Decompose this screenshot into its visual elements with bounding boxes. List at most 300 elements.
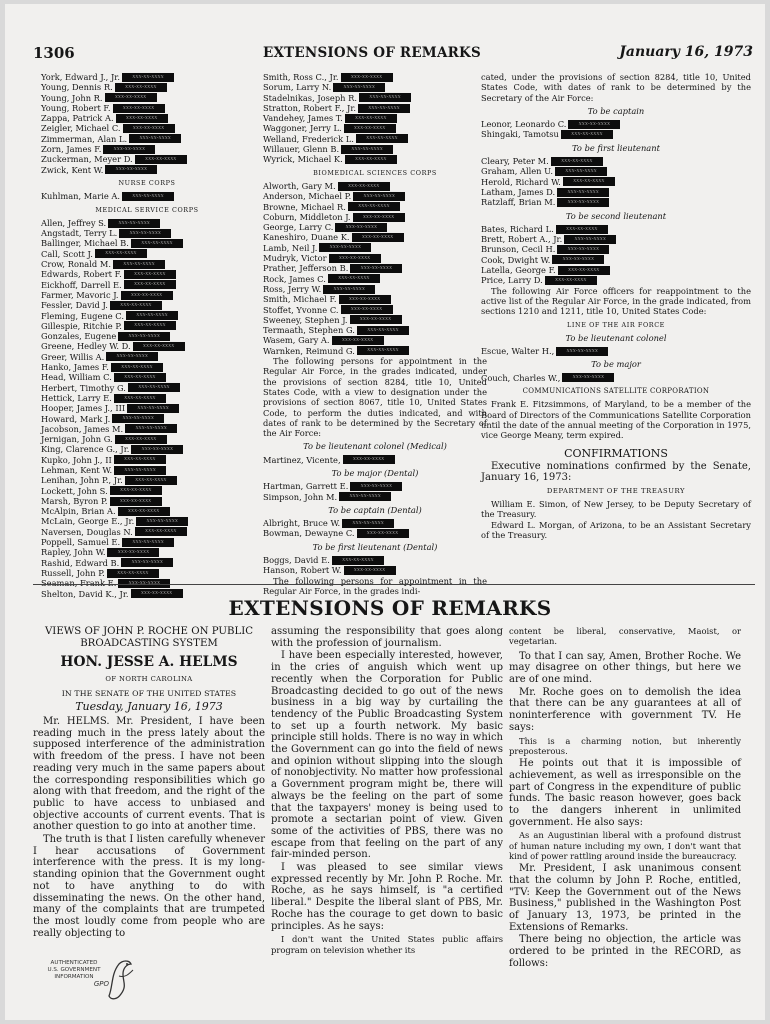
nominee-name: Edwards, Robert F. <box>41 269 122 280</box>
redacted-ssn: xxx-xx-xxxx <box>123 124 175 133</box>
grade-heading: To be second lieutenant <box>565 210 667 221</box>
nominee-name: Couch, Charles W., <box>481 372 561 383</box>
nominee-name: Lockett, John S. <box>41 485 108 496</box>
nominee-name: Smith, Ross C., Jr. <box>263 72 339 82</box>
redacted-ssn: xxx-xx-xxxx <box>133 342 185 351</box>
nominee-entry <box>263 274 487 284</box>
column-left <box>41 72 253 599</box>
nominee-entry <box>41 372 253 382</box>
nominee-name: Kuhlman, Marie A. <box>41 191 121 202</box>
nominee-entry <box>41 331 253 341</box>
nominee-entry <box>481 166 751 176</box>
nominee-entry <box>481 275 751 285</box>
redacted-ssn: xxx-xx-xxxx <box>319 243 371 252</box>
nominee-entry <box>481 234 751 244</box>
nominee-name: Young, Dennis R. <box>41 82 113 93</box>
nominee-entry <box>41 486 253 496</box>
redacted-ssn: xxx-xx-xxxx <box>131 239 183 248</box>
redacted-ssn: xxx-xx-xxxx <box>124 321 176 330</box>
nominee-name: Naversen, Douglas N. <box>41 526 133 537</box>
redacted-ssn: xxx-xx-xxxx <box>562 373 614 382</box>
nominee-name: Waggoner, Jerry L. <box>263 123 342 134</box>
redacted-ssn: xxx-xx-xxxx <box>561 130 613 139</box>
quote-block: I don't want the United States public affairs program on television whether its <box>271 934 503 955</box>
redacted-ssn: xxx-xx-xxxx <box>116 114 168 123</box>
nominee-name: Anderson, Michael P. <box>263 191 352 202</box>
comsat-paragraph: Frank E. Fitzsimmons, of Maryland, to be a member of the Board of Directors of the Communications Satellite Corporation until the date of the annual meeting of the Corporation in 1975, vice George Meany, term expired. <box>481 399 751 441</box>
nominee-entry <box>263 492 487 502</box>
body-paragraph: I was pleased to see similar views expressed recently by Mr. John P. Roche. Mr. Roche, as he says himself, is "a certified liberal." Despite the liberal slant of PBS, Mr. Roche has the courage to get down to basic principles. As he says: <box>271 862 503 932</box>
nominee-name: Cleary, Peter M. <box>481 156 549 167</box>
nominee-name: Angstadt, Terry L. <box>41 228 118 239</box>
redacted-ssn: xxx-xx-xxxx <box>131 589 183 598</box>
nominee-name: Hooper, James J., III <box>41 403 126 414</box>
redacted-ssn: xxx-xx-xxxx <box>335 223 387 232</box>
body-paragraph: To that I can say, Amen, Brother Roche. We may disagree on other things, but here we are of one mind. <box>509 650 741 685</box>
nominee-name: Hanson, Robert W. <box>263 565 342 576</box>
redacted-ssn: xxx-xx-xxxx <box>114 394 166 403</box>
nominee-entry <box>481 255 751 265</box>
nominee-name: Young, John R. <box>41 92 103 103</box>
nominee-name: Jacobson, James M. <box>41 423 124 434</box>
body-paragraph: Mr. Roche goes on to demolish the idea that there can be any guarantees at all of noninterference with government TV. He says: <box>509 686 741 733</box>
nominee-entry <box>41 228 253 238</box>
redacted-ssn: xxx-xx-xxxx <box>329 254 381 263</box>
grade-heading: To be lieutenant colonel <box>565 332 667 343</box>
nominee-entry <box>263 263 487 273</box>
nominee-name: Wasem, Gary A. <box>263 335 330 346</box>
redacted-ssn: xxx-xx-xxxx <box>338 182 390 191</box>
section-divider <box>33 584 755 585</box>
nominee-name: Price, Larry D. <box>481 275 543 286</box>
nominee-name: Sweeney, Stephen J. <box>263 314 348 325</box>
nominee-entry <box>263 346 487 356</box>
nominee-entry <box>263 325 487 335</box>
redacted-ssn: xxx-xx-xxxx <box>568 120 620 129</box>
header-date: January 16, 1973 <box>619 44 753 60</box>
redacted-ssn: xxx-xx-xxxx <box>333 83 385 92</box>
nominee-entry <box>41 506 253 516</box>
nominee-name: Coburn, Middleton J. <box>263 211 351 222</box>
nominee-entry <box>41 352 253 362</box>
nominee-name: Stratton, Robert F., Jr. <box>263 102 357 113</box>
redacted-ssn: xxx-xx-xxxx <box>341 145 393 154</box>
redacted-ssn: xxx-xx-xxxx <box>118 579 170 588</box>
nominee-entry <box>41 558 253 568</box>
nominee-entry <box>481 346 751 356</box>
nominee-name: Zuckerman, Meyer D. <box>41 154 133 165</box>
nominee-name: Allen, Jeffrey S. <box>41 217 107 228</box>
nominee-name: Hettick, Larry E. <box>41 392 112 403</box>
reappointment-paragraph: The following Air Force officers for reappointment to the active list of the Regular Air Force, in the grade indicated, from sections 1210 and 1211, title 10, United States Code: <box>481 285 751 317</box>
redacted-ssn: xxx-xx-xxxx <box>135 155 187 164</box>
redacted-ssn: xxx-xx-xxxx <box>105 93 157 102</box>
redacted-ssn: xxx-xx-xxxx <box>558 266 610 275</box>
nominee-entry <box>263 134 487 144</box>
nominee-entry <box>263 222 487 232</box>
nominee-name: Simpson, John M. <box>263 491 338 502</box>
nominee-entry <box>263 555 487 565</box>
treasury-heading: DEPARTMENT OF THE TREASURY <box>546 486 686 495</box>
redacted-ssn: xxx-xx-xxxx <box>328 274 380 283</box>
nominee-name: Smith, Michael F. <box>263 294 337 305</box>
redacted-ssn: xxx-xx-xxxx <box>556 347 608 356</box>
page-number: 1306 <box>33 44 75 62</box>
nominee-entry <box>481 265 751 275</box>
nominee-entry <box>41 93 253 103</box>
redacted-ssn: xxx-xx-xxxx <box>556 225 608 234</box>
nominee-name: Browne, Michael R. <box>263 201 346 212</box>
nominee-entry <box>263 481 487 491</box>
redacted-ssn: xxx-xx-xxxx <box>124 280 176 289</box>
nominee-name: Latham, James D. <box>481 186 556 197</box>
nominee-entry <box>263 253 487 263</box>
redacted-ssn: xxx-xx-xxxx <box>121 291 173 300</box>
nominee-name: Shingaki, Tamotsu <box>481 129 559 140</box>
nominee-name: Zorn, James F. <box>41 144 102 155</box>
nominee-entry <box>41 475 253 485</box>
nominee-entry <box>41 465 253 475</box>
nominee-name: Lenihan, John P., Jr. <box>41 475 123 486</box>
nominee-entry <box>41 444 253 454</box>
redacted-ssn: xxx-xx-xxxx <box>107 569 159 578</box>
confirmations-heading: CONFIRMATIONS <box>564 446 668 460</box>
nominee-name: Young, Robert F. <box>41 102 111 113</box>
nominee-name: Marsh, Byron P. <box>41 495 108 506</box>
nominee-name: Crow, Ronald M. <box>41 259 111 270</box>
nominee-name: Martinez, Vicente, <box>263 454 341 465</box>
nominee-name: Ratzlaff, Brian M. <box>481 197 556 208</box>
line-heading: LINE OF THE AIR FORCE <box>567 320 665 329</box>
redacted-ssn: xxx-xx-xxxx <box>342 519 394 528</box>
nominee-entry <box>263 181 487 191</box>
nominee-name: Stoffet, Yvonne C. <box>263 304 339 315</box>
redacted-ssn: xxx-xx-xxxx <box>114 455 166 464</box>
nominee-name: Hanko, James F. <box>41 362 109 373</box>
article-column-2 <box>271 626 503 957</box>
redacted-ssn: xxx-xx-xxxx <box>106 352 158 361</box>
nominee-entry <box>41 434 253 444</box>
nominee-name: Bowman, Dewayne C. <box>263 528 355 539</box>
nominee-name: Bates, Richard L. <box>481 223 554 234</box>
chamber-line: IN THE SENATE OF THE UNITED STATES <box>61 688 237 698</box>
nominee-entry <box>41 259 253 269</box>
nurse-corps-heading: NURSE CORPS <box>118 178 176 187</box>
nominee-name: Brunson, Cecil H. <box>481 244 556 255</box>
nominee-name: Kaneshiro, Duane K. <box>263 232 350 243</box>
nominee-name: Prather, Jefferson B. <box>263 263 349 274</box>
nominee-name: Greer, Willis A. <box>41 351 105 362</box>
nominee-name: Rashid, Edward B. <box>41 557 120 568</box>
redacted-ssn: xxx-xx-xxxx <box>129 134 181 143</box>
nominee-entry <box>41 218 253 228</box>
redacted-ssn: xxx-xx-xxxx <box>341 73 393 82</box>
redacted-ssn: xxx-xx-xxxx <box>108 219 160 228</box>
nominee-entry <box>263 123 487 133</box>
nominee-entry <box>263 212 487 222</box>
nominee-name: York, Edward J., Jr. <box>41 72 120 82</box>
grade-heading: To be first lieutenant (Dental) <box>312 541 438 552</box>
redacted-ssn: xxx-xx-xxxx <box>545 276 597 285</box>
nominee-entry <box>263 144 487 154</box>
nominee-entry <box>263 103 487 113</box>
redacted-ssn: xxx-xx-xxxx <box>126 311 178 320</box>
redacted-ssn: xxx-xx-xxxx <box>113 104 165 113</box>
nominee-entry <box>481 187 751 197</box>
redacted-ssn: xxx-xx-xxxx <box>131 445 183 454</box>
nominee-entry <box>263 305 487 315</box>
nominee-entry <box>481 177 751 187</box>
nominee-entry <box>263 284 487 294</box>
nominee-name: Mudryk, Victor <box>263 253 327 264</box>
body-paragraph: Mr. HELMS. Mr. President, I have been reading much in the press lately about the supposed interference of the administration with freedom of the press. I have not been reading very much in the same papers about the corresponding responsibilities which go along with that freedom, and the right of the public to have access to unbiased and objective accounts of current events. That is another question to go into at another time. <box>33 716 265 833</box>
body-paragraph: There being no objection, the article was ordered to be printed in the RECORD, as follows: <box>509 934 741 969</box>
redacted-ssn: xxx-xx-xxxx <box>332 556 384 565</box>
redacted-ssn: xxx-xx-xxxx <box>341 305 393 314</box>
article-title: VIEWS OF JOHN P. ROCHE ON PUBLIC BROADCASTING SYSTEM <box>44 626 254 649</box>
nominee-entry <box>481 373 751 383</box>
nominee-entry <box>41 311 253 321</box>
nominee-entry <box>41 280 253 290</box>
nominee-name: Poppell, Samuel E. <box>41 537 121 548</box>
grade-heading: To be first lieutenant <box>572 142 660 153</box>
grade-heading: To be captain <box>587 105 645 116</box>
nominee-name: Greene, Hedley W. D. <box>41 341 131 352</box>
nominee-entry <box>41 123 253 133</box>
redacted-ssn: xxx-xx-xxxx <box>118 507 170 516</box>
nominee-name: Albright, Bruce W. <box>263 518 341 529</box>
nominee-name: Farmer, Mavoric J. <box>41 289 119 300</box>
nominee-name: Wyrick, Michael K. <box>263 154 343 165</box>
nominee-entry <box>481 156 751 166</box>
redacted-ssn: xxx-xx-xxxx <box>124 270 176 279</box>
nominee-name: Graham, Allen U. <box>481 166 554 177</box>
senator-state: OF NORTH CAROLINA <box>105 674 193 683</box>
body-paragraph: assuming the responsibility that goes along with the profession of journalism. <box>271 626 503 649</box>
nominee-entry <box>41 290 253 300</box>
nominee-name: Kupko, John J., II <box>41 454 112 465</box>
stamp-text: AUTHENTICATED U.S. GOVERNMENT INFORMATION GPO <box>47 960 109 988</box>
nominee-entry <box>41 82 253 92</box>
nominee-name: Hartman, Garrett E. <box>263 481 349 492</box>
nominee-entry <box>41 537 253 547</box>
body-paragraph: The truth is that I listen carefully whenever I hear accusations of Government interference with the press. It is my long-standing opinion that the Government ought not to have anything to do with disseminating the news. On the other hand, many of the complaints that are trumpeted the most loudly come from people who are really objecting to <box>33 834 265 939</box>
quote-block: As an Augustinian liberal with a profound distrust of human nature including my own, I don't want that kind of power rattling around inside the bureaucracy. <box>509 830 741 861</box>
redacted-ssn: xxx-xx-xxxx <box>103 145 155 154</box>
redacted-ssn: xxx-xx-xxxx <box>345 114 397 123</box>
redacted-ssn: xxx-xx-xxxx <box>114 466 166 475</box>
nominee-name: Latella, George F. <box>481 265 556 276</box>
nominee-entry <box>41 424 253 434</box>
speech-date: Tuesday, January 16, 1973 <box>75 700 223 714</box>
nominee-entry <box>481 129 751 139</box>
redacted-ssn: xxx-xx-xxxx <box>115 83 167 92</box>
nominee-name: Termaath, Stephen G. <box>263 325 355 336</box>
nominee-name: Cook, Dwight W. <box>481 254 551 265</box>
nominee-name: Leonor, Leonardo C. <box>481 119 567 130</box>
redacted-ssn: xxx-xx-xxxx <box>115 435 167 444</box>
nominee-entry <box>41 134 253 144</box>
nominee-entry <box>41 393 253 403</box>
nominee-entry <box>481 244 751 254</box>
nominee-entry <box>263 518 487 528</box>
nominee-entry <box>41 568 253 578</box>
nominee-name: Eickhoff, Darrell E. <box>41 279 122 290</box>
redacted-ssn: xxx-xx-xxxx <box>345 155 397 164</box>
redacted-ssn: xxx-xx-xxxx <box>122 538 174 547</box>
nominee-name: Sorum, Larry N. <box>263 82 332 93</box>
nominee-name: McLain, George E., Jr. <box>41 516 135 527</box>
redacted-ssn: xxx-xx-xxxx <box>125 476 177 485</box>
nominee-entry <box>263 232 487 242</box>
grade-heading: To be captain (Dental) <box>328 504 422 515</box>
redacted-ssn: xxx-xx-xxxx <box>352 233 404 242</box>
redacted-ssn: xxx-xx-xxxx <box>113 260 165 269</box>
nominee-entry <box>41 269 253 279</box>
nominee-entry <box>41 103 253 113</box>
nominee-entry <box>263 93 487 103</box>
column-middle <box>263 72 487 596</box>
redacted-ssn: xxx-xx-xxxx <box>357 346 409 355</box>
nominee-entry <box>41 249 253 259</box>
nominee-entry <box>41 362 253 372</box>
nominee-name: Lamb, Neil J. <box>263 242 318 253</box>
redacted-ssn: xxx-xx-xxxx <box>358 104 410 113</box>
biomedical-heading: BIOMEDICAL SCIENCES CORPS <box>313 168 437 177</box>
page-header <box>33 44 753 64</box>
body-paragraph: He points out that it is impossible of achievement, as well as irresponsible on the part of Congress in the expenditure of public funds. The basic reason however, goes back to the dangers inherent in unlimited government. He also says: <box>509 758 741 828</box>
nominee-name: Warnken, Reimund G. <box>263 345 355 356</box>
redacted-ssn: xxx-xx-xxxx <box>121 558 173 567</box>
nominee-name: Zimmerman, Alan L. <box>41 133 128 144</box>
nominee-name: Fessler, David J. <box>41 300 108 311</box>
redacted-ssn: xxx-xx-xxxx <box>95 249 147 258</box>
nominee-entry <box>41 455 253 465</box>
nominee-name: Shelton, David K., Jr. <box>41 588 129 599</box>
nominee-entry <box>263 191 487 201</box>
nominee-entry <box>263 294 487 304</box>
nominee-entry <box>481 119 751 129</box>
body-paragraph: Mr. President, I ask unanimous consent that the column by John P. Roche, entitled, "TV: Keep the Government out of the News Business," published in the Washington Post of January 13, 1973, be printed in the Extensions of Remarks. <box>509 863 741 933</box>
nominee-name: Zwick, Kent W. <box>41 164 104 175</box>
nominee-entry <box>263 243 487 253</box>
redacted-ssn: xxx-xx-xxxx <box>557 245 609 254</box>
nominee-entry <box>41 321 253 331</box>
appointment-paragraph: The following persons for appointment in the Regular Air Force, in the grades indi- <box>263 575 487 596</box>
redacted-ssn: xxx-xx-xxxx <box>339 295 391 304</box>
nominee-entry <box>41 113 253 123</box>
treasury-paragraph: Edward L. Morgan, of Arizona, to be an Assistant Secretary of the Treasury. <box>481 519 751 540</box>
redacted-ssn: xxx-xx-xxxx <box>350 482 402 491</box>
nominee-entry <box>41 516 253 526</box>
nominee-name: Alworth, Gary M. <box>263 180 336 191</box>
nominee-entry <box>263 528 487 538</box>
nominee-entry <box>41 547 253 557</box>
nominee-entry <box>41 300 253 310</box>
nominee-entry <box>263 315 487 325</box>
body-paragraph: I have been especially interested, however, in the cries of anguish which went up recently when the Corporation for Public Broadcasting decided to go out of the news business in a big way by curtailing the tendency of the Public Broadcasting System to set up a fourth network. My basic principle still holds. There is no way in which the Government can go into the field of news and opinion without slipping into the slough of nonobjectivity. No matter how professional a Government program might be, there will always be the feeling on the part of some that the taxpayers' money is being used to promote a sectarian point of view. Given some of the activities of PBS, there was no escape from that feeling on the part of any fair-minded person. <box>271 650 503 861</box>
header-title: EXTENSIONS OF REMARKS <box>263 45 481 61</box>
nominee-entry <box>41 383 253 393</box>
nominee-entry <box>263 82 487 92</box>
redacted-ssn: xxx-xx-xxxx <box>356 134 408 143</box>
redacted-ssn: xxx-xx-xxxx <box>136 517 188 526</box>
nominee-name: Fleming, Eugene C. <box>41 310 124 321</box>
redacted-ssn: xxx-xx-xxxx <box>122 73 174 82</box>
nominee-entry <box>263 72 487 82</box>
redacted-ssn: xxx-xx-xxxx <box>557 188 609 197</box>
treasury-paragraph: William E. Simon, of New Jersey, to be Deputy Secretary of the Treasury. <box>481 499 751 520</box>
quote-block: content be liberal, conservative, Maoist, or vegetarian. <box>509 626 741 647</box>
nominee-entry <box>41 403 253 413</box>
redacted-ssn: xxx-xx-xxxx <box>323 285 375 294</box>
grade-heading: To be lieutenant colonel (Medical) <box>303 441 447 452</box>
redacted-ssn: xxx-xx-xxxx <box>118 332 170 341</box>
nominee-entry <box>41 72 253 82</box>
redacted-ssn: xxx-xx-xxxx <box>551 157 603 166</box>
nominee-name: Jernigan, John G. <box>41 434 113 445</box>
redacted-ssn: xxx-xx-xxxx <box>111 363 163 372</box>
nominee-name: Vandehey, James T. <box>263 113 343 124</box>
nominee-entry <box>41 238 253 248</box>
continuation-paragraph: cated, under the provisions of section 8284, title 10, United States Code, with dates of rank to be determined by the Secretary of the Air Force: <box>481 72 751 103</box>
nominee-entry <box>41 414 253 424</box>
redacted-ssn: xxx-xx-xxxx <box>339 492 391 501</box>
column-right <box>481 72 751 540</box>
nominee-name: Zeigler, Michael C. <box>41 123 121 134</box>
gpo-authentication-stamp <box>37 954 135 1014</box>
redacted-ssn: xxx-xx-xxxx <box>105 165 157 174</box>
redacted-ssn: xxx-xx-xxxx <box>107 548 159 557</box>
nominee-name: Rapley, John W. <box>41 547 106 558</box>
nominee-name: Rock, James C. <box>263 273 326 284</box>
redacted-ssn: xxx-xx-xxxx <box>128 383 180 392</box>
nominee-name: Zappa, Patrick A. <box>41 113 114 124</box>
nominee-name: Welland, Frederick L. <box>263 133 354 144</box>
redacted-ssn: xxx-xx-xxxx <box>555 167 607 176</box>
redacted-ssn: xxx-xx-xxxx <box>110 301 162 310</box>
nominee-name: Howard, Mark J. <box>41 413 111 424</box>
redacted-ssn: xxx-xx-xxxx <box>350 315 402 324</box>
nominee-entry <box>263 565 487 575</box>
redacted-ssn: xxx-xx-xxxx <box>110 486 162 495</box>
redacted-ssn: xxx-xx-xxxx <box>125 424 177 433</box>
article-column-3 <box>509 626 741 971</box>
redacted-ssn: xxx-xx-xxxx <box>348 202 400 211</box>
nominee-name: King, Clarence G., Jr. <box>41 444 130 455</box>
nominee-entry <box>263 455 487 465</box>
redacted-ssn: xxx-xx-xxxx <box>119 229 171 238</box>
nominee-entry <box>41 165 253 175</box>
nominee-name: McAlpin, Brian A. <box>41 506 116 517</box>
nominee-entry <box>481 224 751 234</box>
nominee-name: Seaman, Frank E. <box>41 578 117 589</box>
redacted-ssn: xxx-xx-xxxx <box>110 497 162 506</box>
redacted-ssn: xxx-xx-xxxx <box>127 404 179 413</box>
nominee-entry <box>41 144 253 154</box>
nominee-entry <box>263 113 487 123</box>
nominee-name: Gillespie, Ritchie P. <box>41 320 122 331</box>
senator-name: HON. JESSE A. HELMS <box>60 654 238 671</box>
redacted-ssn: xxx-xx-xxxx <box>135 527 187 536</box>
nominee-entry <box>263 202 487 212</box>
record-page <box>5 4 765 1020</box>
redacted-ssn: xxx-xx-xxxx <box>563 177 615 186</box>
nominee-entry <box>41 154 253 164</box>
redacted-ssn: xxx-xx-xxxx <box>344 124 396 133</box>
redacted-ssn: xxx-xx-xxxx <box>114 373 166 382</box>
nominee-name: Call, Scott J. <box>41 248 93 259</box>
